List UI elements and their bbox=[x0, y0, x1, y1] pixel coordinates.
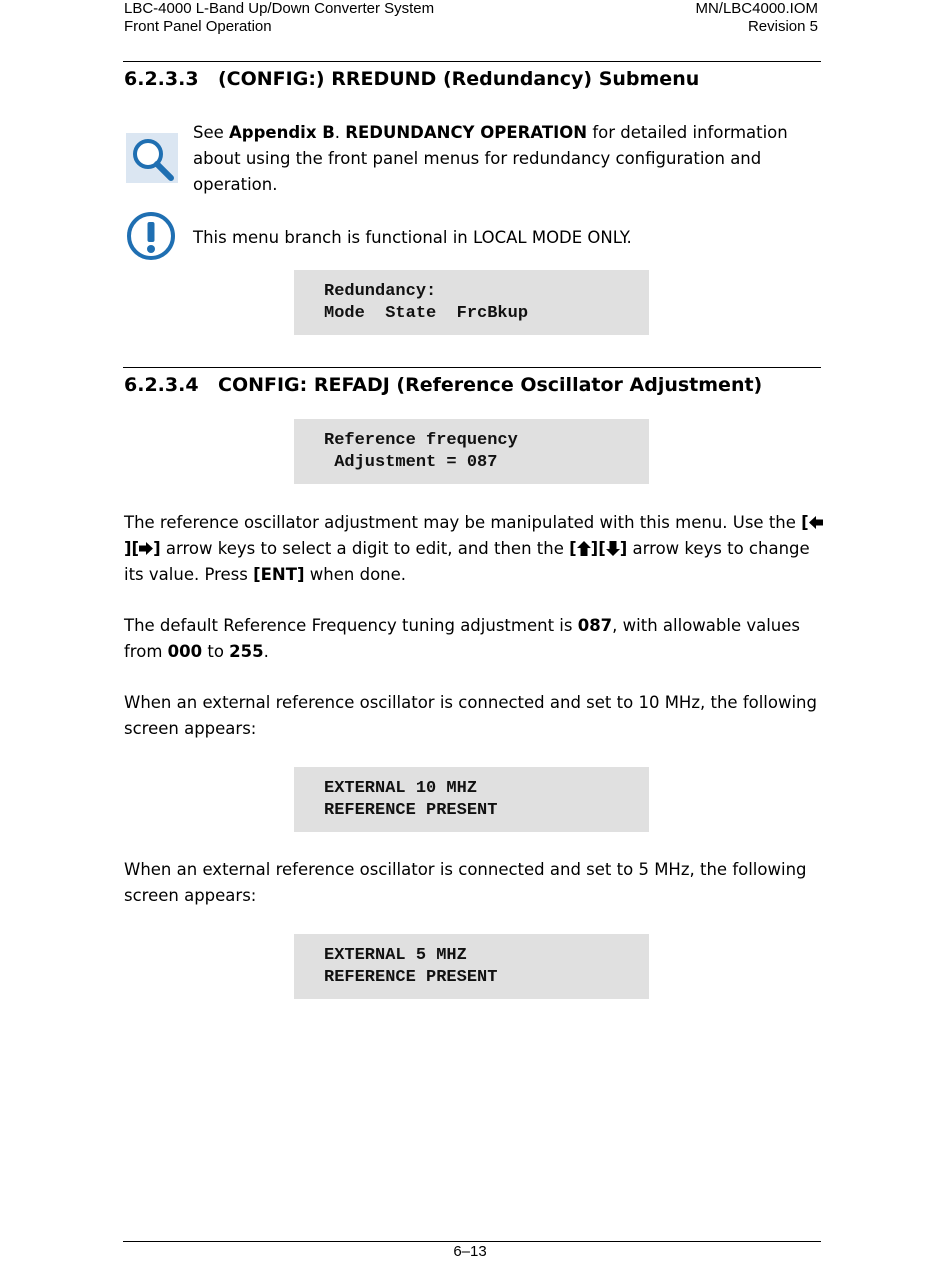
max-value: 255 bbox=[229, 642, 264, 661]
paragraph-adjust-keys bbox=[124, 510, 824, 588]
lcd-line-2: REFERENCE PRESENT bbox=[324, 801, 498, 820]
lcd-ref-adjust bbox=[294, 419, 649, 484]
para-text: to bbox=[202, 642, 230, 661]
para-text: when done. bbox=[304, 565, 407, 584]
note-text-post: for detailed information about using the front panel menus for redundancy configuration and operation. bbox=[193, 123, 788, 194]
paragraph-10mhz: When an external reference oscillator is connected and set to 10 MHz, the following screen appears: bbox=[124, 693, 817, 738]
page-number: 6–13 bbox=[453, 1243, 487, 1260]
down-arrow-icon bbox=[606, 541, 620, 556]
lcd-line-1: Reference frequency bbox=[324, 431, 518, 450]
header-right bbox=[695, 0, 818, 36]
right-arrow-icon bbox=[139, 541, 153, 556]
paragraph-default-value bbox=[124, 613, 824, 665]
lcd-line-2: Adjustment = 087 bbox=[324, 453, 498, 472]
para-text: . bbox=[263, 642, 269, 661]
section-heading-refadj bbox=[124, 373, 762, 397]
lcd-line-2: Mode State FrcBkup bbox=[324, 304, 529, 323]
appendix-ref: Appendix B bbox=[229, 123, 335, 142]
section-number: 6.2.3.3 bbox=[124, 68, 199, 90]
lcd-line-2: REFERENCE PRESENT bbox=[324, 968, 498, 987]
footer-rule bbox=[123, 1241, 821, 1242]
para-text: The default Reference Frequency tuning adjustment is bbox=[124, 616, 578, 635]
magnifier-icon bbox=[126, 133, 178, 190]
section-rule bbox=[123, 367, 821, 368]
section-number: 6.2.3.4 bbox=[124, 374, 199, 396]
section-title: CONFIG: REFADJ (Reference Oscillator Adjustment) bbox=[218, 374, 763, 396]
lcd-line-1: Redundancy: bbox=[324, 282, 437, 301]
note-sep: . bbox=[334, 123, 346, 142]
up-down-keys: [ ][ ] bbox=[569, 539, 628, 558]
note-text: See bbox=[193, 123, 230, 142]
default-value: 087 bbox=[577, 616, 613, 635]
chapter-title: Front Panel Operation bbox=[124, 18, 272, 35]
para-text: arrow keys to change its value. Press bbox=[124, 539, 810, 584]
exclamation-icon bbox=[126, 212, 176, 267]
para-text: , with allowable values from bbox=[124, 616, 801, 661]
local-mode-note: This menu branch is functional in LOCAL MODE ONLY. bbox=[193, 228, 632, 247]
reference-note bbox=[193, 120, 823, 198]
doc-title: LBC-4000 L-Band Up/Down Converter System bbox=[124, 0, 435, 17]
doc-number: MN/LBC4000.IOM bbox=[695, 0, 818, 17]
lcd-external-10mhz bbox=[294, 767, 649, 832]
header-rule bbox=[123, 61, 821, 62]
para-text: The reference oscillator adjustment may be manipulated with this menu. Use the bbox=[124, 513, 802, 532]
lcd-line-1: EXTERNAL 10 MHZ bbox=[324, 779, 478, 798]
lcd-line-1: EXTERNAL 5 MHZ bbox=[324, 946, 467, 965]
para-text: arrow keys to select a digit to edit, and then the bbox=[160, 539, 570, 558]
min-value: 000 bbox=[167, 642, 203, 661]
lcd-external-5mhz bbox=[294, 934, 649, 999]
revision: Revision 5 bbox=[747, 18, 818, 35]
section-heading-redund bbox=[124, 67, 699, 91]
paragraph-5mhz: When an external reference oscillator is connected and set to 5 MHz, the following screen appears: bbox=[124, 860, 807, 905]
left-arrow-icon bbox=[809, 515, 823, 530]
lcd-redundancy bbox=[294, 270, 649, 335]
up-arrow-icon bbox=[577, 541, 591, 556]
ent-key: [ENT] bbox=[253, 565, 305, 584]
topic-ref: REDUNDANCY OPERATION bbox=[345, 123, 588, 142]
header-left bbox=[124, 0, 434, 36]
section-title: (CONFIG:) RREDUND (Redundancy) Submenu bbox=[218, 68, 700, 90]
left-right-keys: [][ ] bbox=[124, 513, 823, 558]
